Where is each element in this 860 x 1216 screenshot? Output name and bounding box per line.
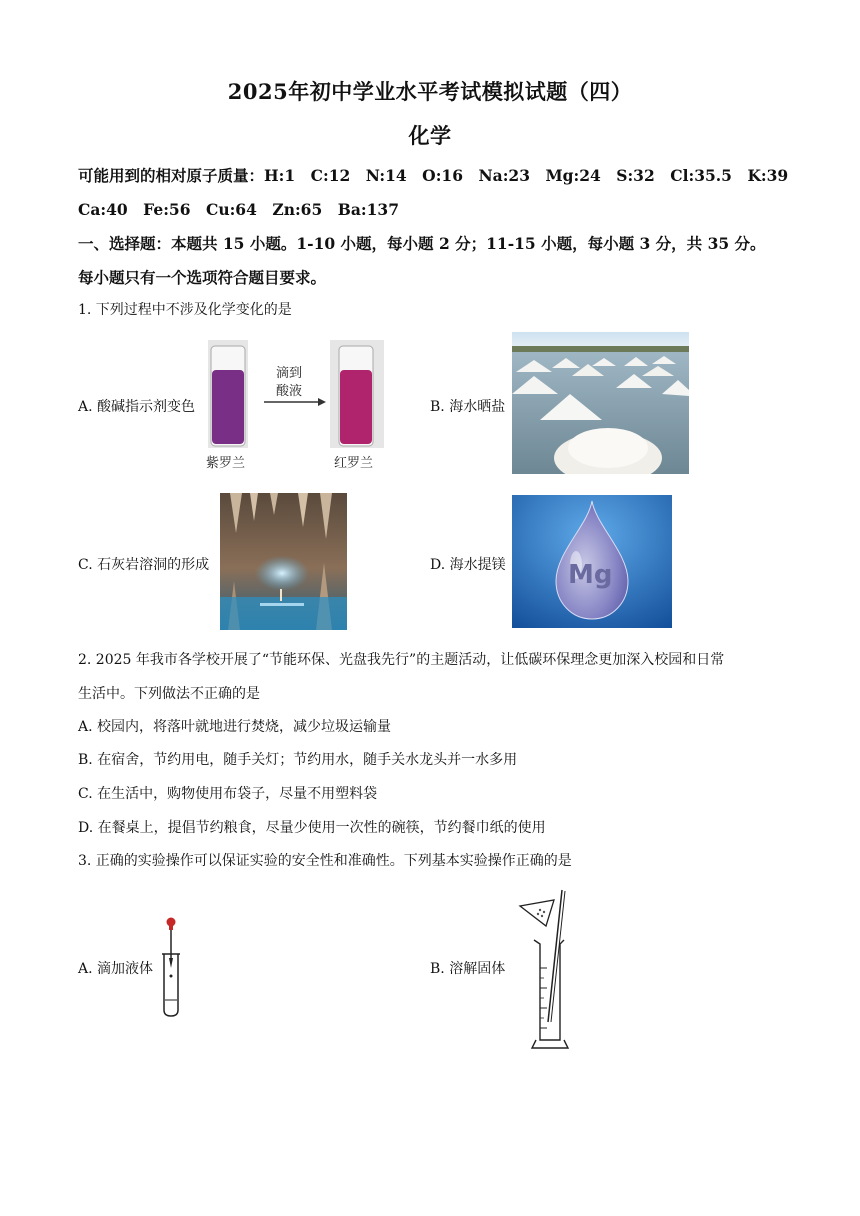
arrow-label-2: 酸液 (276, 384, 303, 399)
q1-option-a: A. 酸碱指示剂变色 (78, 399, 196, 415)
page-title: 2025年初中学业水平考试模拟试题（四） (227, 79, 633, 104)
q2-option-b: B. 在宿舍，节约用电，随手关灯；节约用水，随手关水龙头并一水多用 (78, 752, 518, 768)
q2-option-d: D. 在餐桌上，提倡节约粮食，尽量少使用一次性的碗筷，节约餐巾纸的使用 (78, 820, 546, 836)
question-2-stem-line-1: 2. 2025 年我市各学校开展了“节能环保、光盘我先行”的主题活动，让低碳环保理念更加深入校园和日常 (78, 652, 725, 668)
magnesium-symbol: Mg (568, 560, 613, 590)
q1-option-c: C. 石灰岩溶洞的形成 (78, 557, 210, 573)
question-3-stem: 3. 正确的实验操作可以保证实验的安全性和准确性。下列基本实验操作正确的是 (78, 853, 572, 869)
question-1-stem: 1. 下列过程中不涉及化学变化的是 (78, 302, 292, 318)
purple-solution (212, 370, 244, 444)
atomic-masses-line-1: 可能用到的相对原子质量：H:1 C:12 N:14 O:16 Na:23 Mg:24 S:32 Cl:35.5 K:39 (78, 166, 789, 185)
q1-option-b: B. 海水晒盐 (430, 399, 506, 415)
section-heading-line-1: 一、选择题：本题共 15 小题。1-10 小题，每小题 2 分；11-15 小题，每小题 3 分，共 35 分。 (78, 234, 766, 253)
q2-option-a: A. 校园内，将落叶就地进行焚烧，减少垃圾运输量 (78, 719, 392, 735)
dissolve-solid-cylinder-figure (514, 888, 574, 1050)
section-heading-line-2: 每小题只有一个选项符合题目要求。 (78, 268, 327, 287)
subject-title: 化学 (408, 123, 452, 148)
q3-option-a: A. 滴加液体 (78, 961, 154, 977)
question-2-stem-line-2: 生活中。下列做法不正确的是 (78, 686, 260, 702)
q2-option-c: C. 在生活中，购物使用布袋子，尽量不用塑料袋 (78, 786, 378, 802)
arrow-label-1: 滴到 (276, 366, 303, 381)
right-tube-caption: 红罗兰 (334, 456, 374, 471)
q3-option-b: B. 溶解固体 (430, 961, 506, 977)
red-solution (340, 370, 372, 444)
salt-pans-photo (512, 332, 689, 474)
q1-option-d: D. 海水提镁 (430, 557, 506, 573)
dropper-test-tube-figure (156, 916, 186, 1018)
atomic-masses-line-2: Ca:40 Fe:56 Cu:64 Zn:65 Ba:137 (78, 200, 399, 219)
left-tube-caption: 紫罗兰 (206, 456, 246, 471)
limestone-cave-photo (220, 493, 347, 630)
